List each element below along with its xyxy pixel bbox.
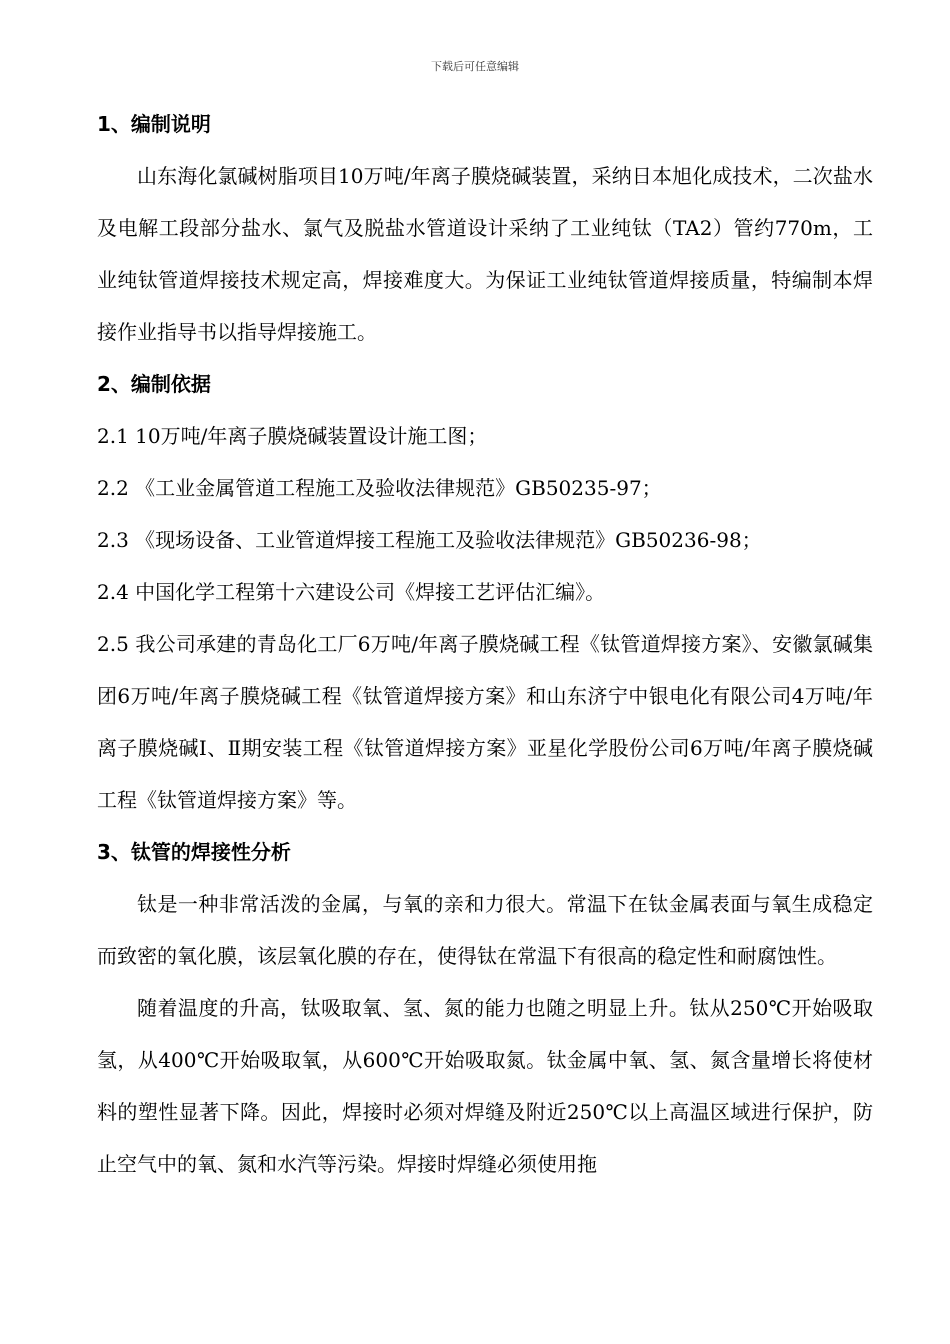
- header-note: 下载后可任意编辑: [431, 60, 519, 73]
- section-heading-3: 3、钛管的焊接性分析: [97, 840, 291, 864]
- document-body: [97, 98, 873, 1190]
- reference-item-2-2: 2.2 《工业金属管道工程施工及验收法律规范》GB50235-97；: [97, 476, 662, 500]
- section-3-paragraph-1: 钛是一种非常活泼的金属，与氧的亲和力很大。常温下在钛金属表面与氧生成稳定而致密的氧化膜，该层氧化膜的存在，使得钛在常温下有很高的稳定性和耐腐蚀性。: [97, 892, 873, 968]
- section-heading-2: 2、编制依据: [97, 372, 211, 396]
- reference-item-2-1: 2.1 10万吨/年离子膜烧碱装置设计施工图；: [97, 424, 488, 448]
- reference-item-2-5: 2.5 我公司承建的青岛化工厂6万吨/年离子膜烧碱工程《钛管道焊接方案》、安徽氯碱集团6万吨/年离子膜烧碱工程《钛管道焊接方案》和山东济宁中银电化有限公司4万吨/年离子膜烧碱Ⅰ、Ⅱ期安装工程《钛管道焊接方案》亚星化学股份公司6万吨/年离子膜烧碱工程《钛管道焊接方案》等。: [97, 632, 873, 812]
- section-1-paragraph-1: 山东海化氯碱树脂项目10万吨/年离子膜烧碱装置，采纳日本旭化成技术，二次盐水及电解工段部分盐水、氯气及脱盐水管道设计采纳了工业纯钛（TA2）管约770m，工业纯钛管道焊接技术规定高，焊接难度大。为保证工业纯钛管道焊接质量，特编制本焊接作业指导书以指导焊接施工。: [97, 164, 873, 344]
- reference-item-2-4: 2.4 中国化学工程第十六建设公司《焊接工艺评估汇编》。: [97, 580, 606, 604]
- section-3-paragraph-2: 随着温度的升高，钛吸取氧、氢、氮的能力也随之明显上升。钛从250℃开始吸取氢，从400℃开始吸取氧，从600℃开始吸取氮。钛金属中氧、氢、氮含量增长将使材料的塑性显著下降。因此，焊接时必须对焊缝及附近250℃以上高温区域进行保护，防止空气中的氧、氮和水汽等污染。焊接时焊缝必须使用拖: [97, 996, 873, 1176]
- section-heading-1: 1、编制说明: [97, 112, 211, 136]
- reference-item-2-3: 2.3 《现场设备、工业管道焊接工程施工及验收法律规范》GB50236-98；: [97, 528, 762, 552]
